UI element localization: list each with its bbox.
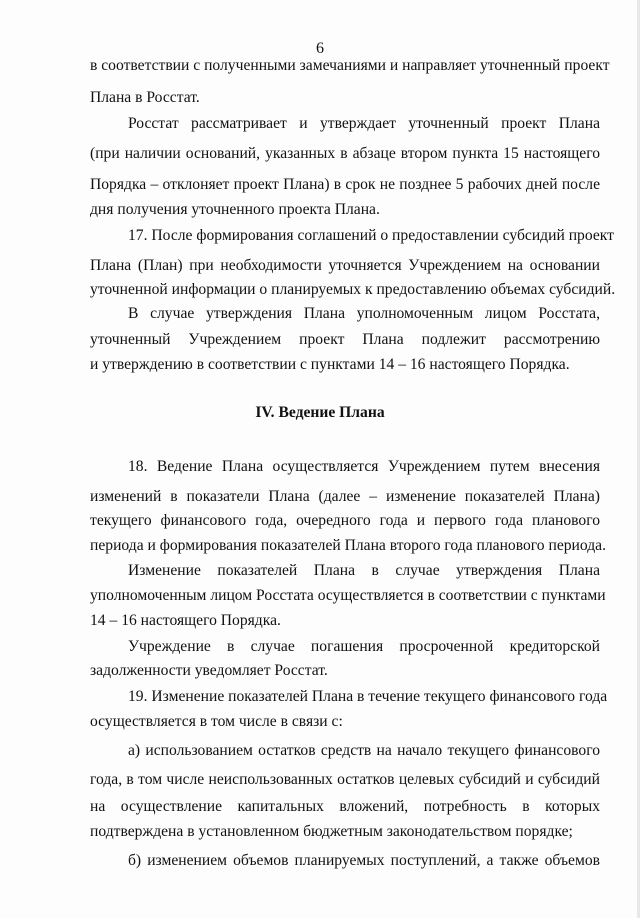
page-number: 6 — [316, 40, 324, 57]
text-line: Плана (План) при необходимости уточняется Учреждением на основании — [90, 257, 600, 274]
text-line: периода и формирования показателей Плана второго года планового периода. — [90, 537, 606, 554]
text-line: уполномоченным лицом Росстата осуществляется в соответствии с пунктами — [90, 587, 606, 604]
text-line: (при наличии оснований, указанных в абзаце втором пункта 15 настоящего — [90, 145, 600, 162]
text-line: 14 – 16 настоящего Порядка. — [90, 612, 281, 629]
text-line: а) использованием остатков средств на начало текущего финансового — [128, 742, 600, 759]
text-line: и утверждению в соответствии с пунктами 14 – 16 настоящего Порядка. — [90, 356, 570, 373]
text-line: текущего финансового года, очередного года и первого года планового — [90, 512, 600, 529]
text-line: Плана в Росстат. — [90, 89, 200, 106]
text-line: уточненный Учреждением проект Плана подлежит рассмотрению — [90, 331, 600, 348]
text-line: в соответствии с полученными замечаниями и направляет уточненный проект — [90, 57, 610, 74]
section-heading: IV. Ведение Плана — [255, 404, 385, 421]
text-line: Учреждение в случае погашения просроченной кредиторской — [128, 638, 600, 655]
text-line: дня получения уточненного проекта Плана. — [90, 201, 380, 218]
text-line: 17. После формирования соглашений о предоставлении субсидий проект — [128, 227, 614, 244]
text-line: В случае утверждения Плана уполномоченным лицом Росстата, — [128, 305, 600, 322]
text-line: Порядка – отклоняет проект Плана) в срок не позднее 5 рабочих дней после — [90, 176, 600, 193]
text-line: изменений в показатели Плана (далее – изменение показателей Плана) — [90, 488, 600, 505]
text-line: на осуществление капитальных вложений, потребность в которых — [90, 798, 600, 815]
text-line: б) изменением объемов планируемых поступлений, а также объемов — [128, 852, 600, 869]
text-line: 19. Изменение показателей Плана в течение текущего финансового года — [128, 688, 608, 705]
text-line: подтверждена в установленном бюджетным законодательством порядке; — [90, 823, 573, 840]
text-line: уточненной информации о планируемых к предоставлению объемах субсидий. — [90, 281, 616, 298]
text-line: Росстат рассматривает и утверждает уточненный проект Плана — [128, 115, 600, 132]
text-line: 18. Ведение Плана осуществляется Учреждением путем внесения — [128, 458, 600, 475]
text-line: Изменение показателей Плана в случае утверждения Плана — [128, 562, 600, 579]
text-line: осуществляется в том числе в связи с: — [90, 713, 343, 730]
text-line: года, в том числе неиспользованных остатков целевых субсидий и субсидий — [90, 771, 600, 788]
text-line: задолженности уведомляет Росстат. — [90, 662, 328, 679]
